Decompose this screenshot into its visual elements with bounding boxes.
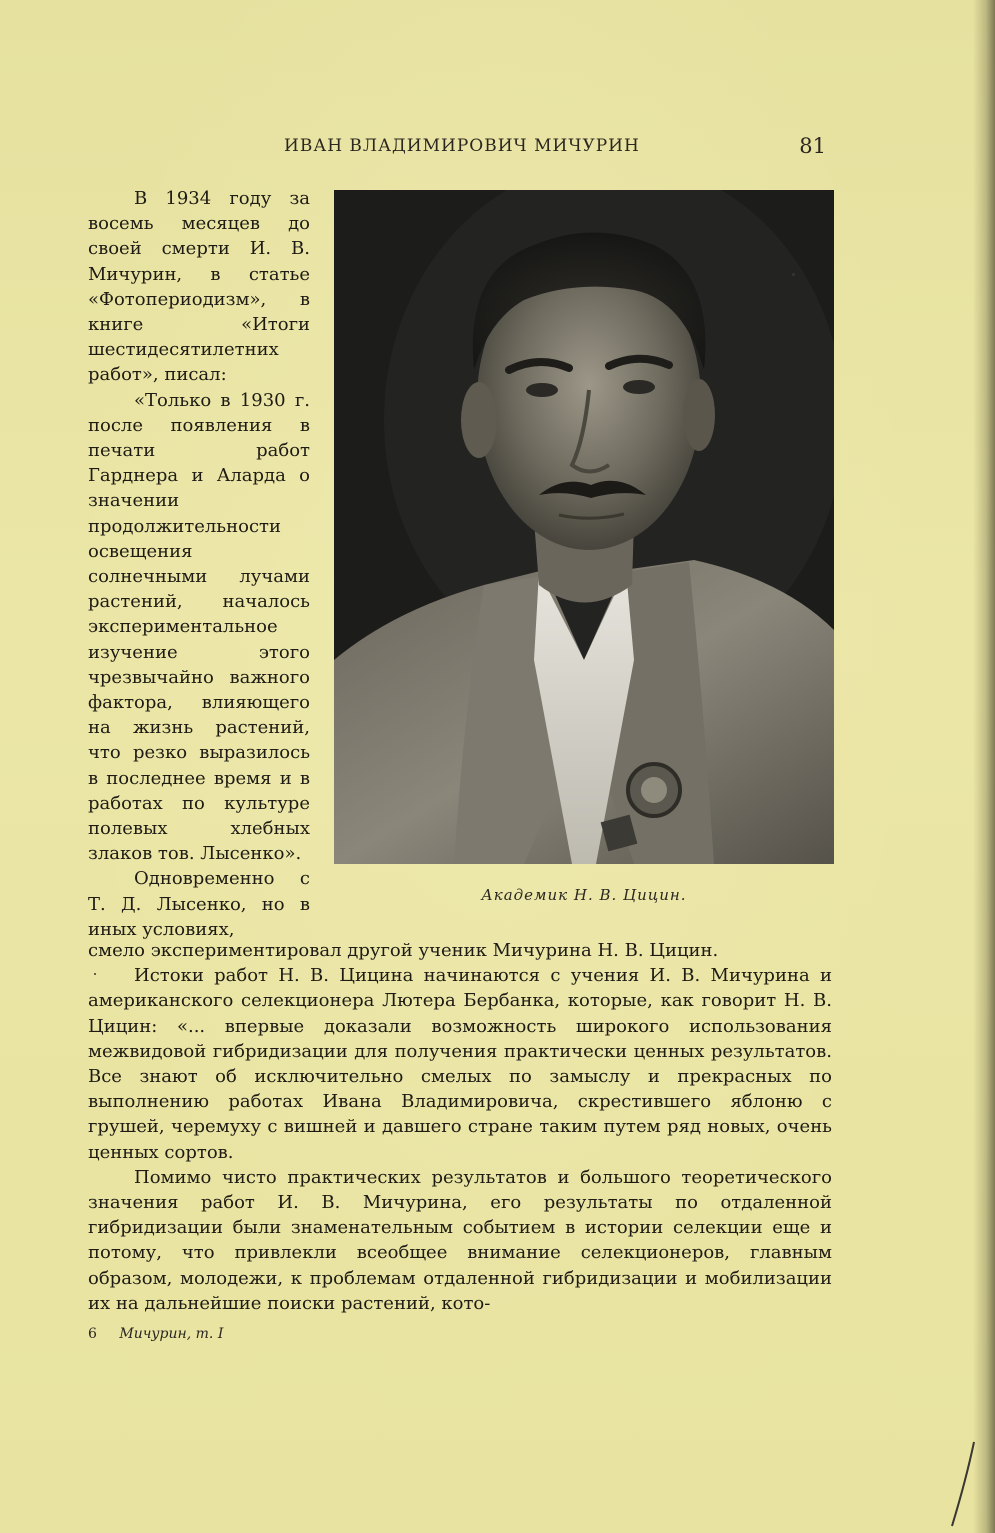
page-header xyxy=(88,136,828,160)
running-title: ИВАН ВЛАДИМИРОВИЧ МИЧУРИН xyxy=(284,136,640,156)
paragraph: Истоки работ Н. В. Цицина начинаются с учения И. В. Мичурина и американского селекционера Лютера Бербанка, которые, как говорит Н. В. Цицин: «... впервые доказали возможность широкого использования межвидовой гибридизации для получения практически ценных результатов. Все знают об исключительно смелых по замыслу и прекрасных по выполнению работах Ивана Владимировича, скрестившего яблоню с грушей, черемуху с вишней и давшего стране таким путем ряд новых, очень ценных сортов. xyxy=(88,965,832,1163)
page-edge-shadow xyxy=(973,0,995,1533)
paragraph: Помимо чисто практических результатов и большого теоретического значения работ И. В. Мичурина, его результаты по отдаленной гибридизации были знаменательным событием в истории селекции еще и потому, что привлекли всеобщее внимание селекционеров, главным образом, молодежи, к проблемам отдаленной гибридизации и мобилизации их на дальнейшие поиски растений, кото- xyxy=(88,1166,832,1314)
paragraph-continuation: смело экспериментировал другой ученик Мичурина Н. В. Цицин. xyxy=(88,940,719,961)
signature-title: Мичурин, т. I xyxy=(119,1326,224,1342)
paragraph-quote: «Только в 1930 г. после появления в печати работ Гарднера и Аларда о значении продолжительности освещения солнечными лучами растений, началось экспериментальное изучение этого чрезвычайно важного фактора, влияющего на жизнь растений, что резко выразилось в последнее время и в работах по культуре полевых хлебных злаков тов. Лысенко». xyxy=(88,389,310,865)
signature-number: 6 xyxy=(88,1326,97,1342)
page-footer xyxy=(88,1326,223,1342)
print-speck xyxy=(94,973,96,975)
full-width-text xyxy=(88,938,832,1316)
print-speck xyxy=(792,273,795,276)
portrait-photo xyxy=(334,190,834,864)
paragraph: В 1934 году за восемь месяцев до своей смерти И. В. Мичурин, в статье «Фотопериодизм», в книге «Итоги шестидесятилетних работ», писал: xyxy=(88,188,310,386)
photo-caption: Академик Н. В. Цицин. xyxy=(481,886,687,904)
paragraph: Одновременно с Т. Д. Лысенко, но в иных условиях, xyxy=(88,868,310,940)
portrait-illustration xyxy=(334,190,834,864)
pencil-mark xyxy=(948,1440,978,1530)
page-number: 81 xyxy=(799,134,826,158)
narrow-text-column xyxy=(88,186,310,942)
